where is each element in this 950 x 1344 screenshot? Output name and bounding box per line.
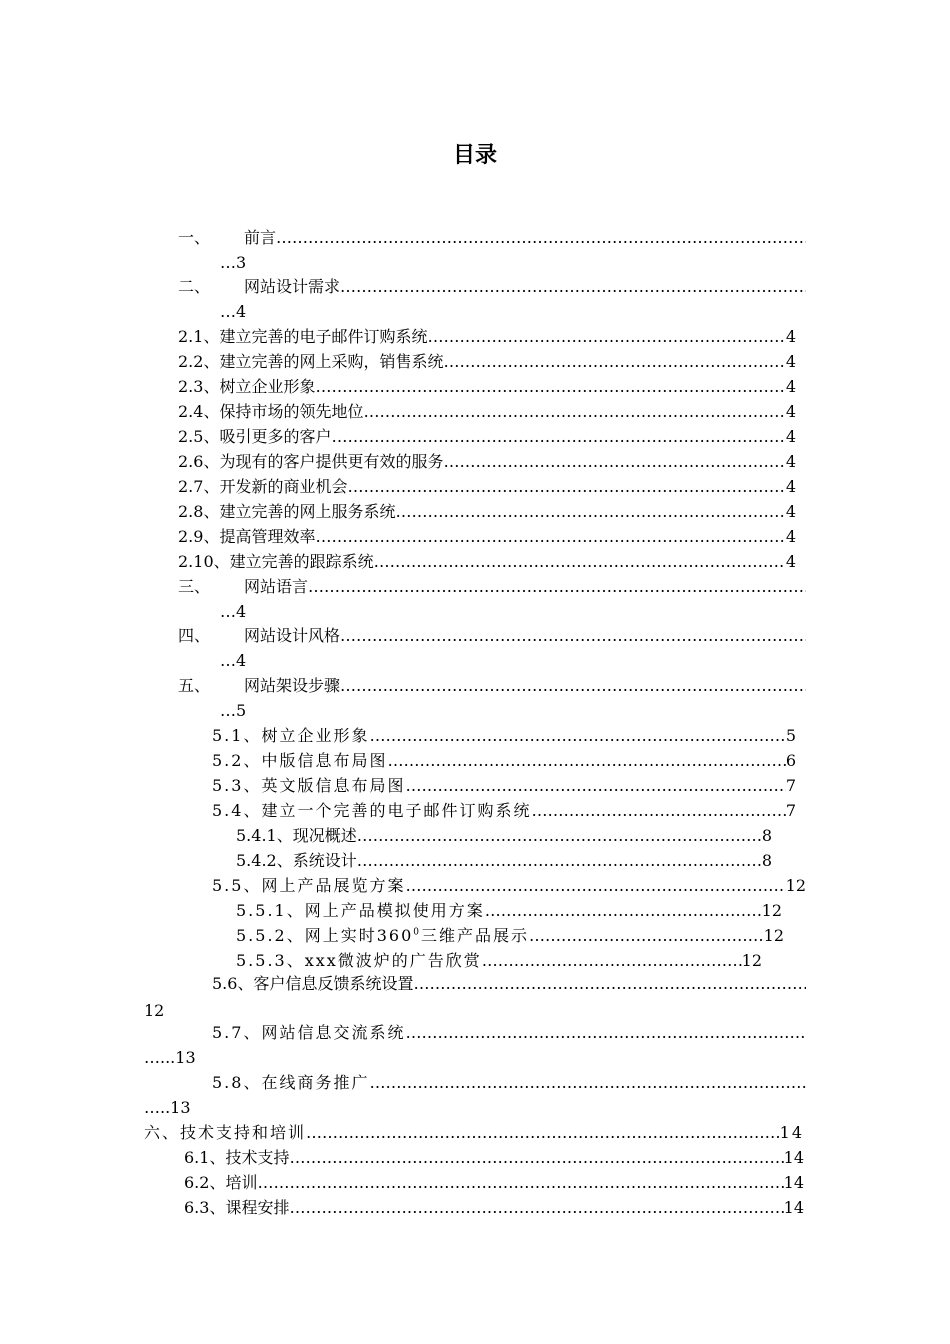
toc-entry[interactable]: [178, 675, 806, 697]
toc-entry[interactable]: [212, 750, 796, 772]
toc-label: 5.5.1、网上产品模拟使用方案: [236, 901, 485, 920]
toc-entry[interactable]: [178, 326, 796, 348]
toc-entry[interactable]: [178, 451, 796, 473]
dot-leader: [315, 376, 785, 398]
toc-label: 2.8、建立完善的网上服务系统: [178, 502, 396, 521]
toc-entry[interactable]: [236, 925, 784, 947]
toc-page-number: 12: [741, 951, 762, 970]
toc-label: 5.1、树立企业形象: [212, 726, 370, 745]
toc-page-number: …3: [220, 253, 247, 272]
toc-label: 5.7、网站信息交流系统: [212, 1023, 406, 1042]
dot-leader: [405, 875, 785, 897]
toc-label: 6.2、培训: [184, 1173, 258, 1192]
toc-entry[interactable]: [212, 1022, 806, 1044]
dot-leader: [427, 326, 785, 348]
toc-entry[interactable]: [212, 973, 806, 995]
dot-leader: [529, 925, 764, 947]
toc-entry[interactable]: [184, 1147, 804, 1169]
toc-entry[interactable]: [236, 825, 772, 847]
toc-label: 网站语言: [244, 577, 309, 596]
toc-entry[interactable]: [144, 1122, 804, 1144]
dot-leader: [443, 451, 785, 473]
toc-page-number: 4: [785, 427, 796, 446]
toc-page-number: 8: [761, 851, 772, 870]
toc-page-number: 8: [761, 826, 772, 845]
dot-leader: [363, 401, 785, 423]
toc-label: 5.4.1、现况概述: [236, 826, 357, 845]
dot-leader: [331, 426, 785, 448]
toc-label: 5.2、中版信息布局图: [212, 751, 388, 770]
toc-entry[interactable]: [178, 276, 806, 298]
toc-label: 2.9、提高管理效率: [178, 527, 316, 546]
dot-leader: [443, 351, 785, 373]
toc-page-number: …4: [220, 651, 247, 670]
toc-page-number: 12: [785, 876, 806, 895]
dot-leader: [289, 1197, 783, 1219]
toc-page-number: 4: [785, 477, 796, 496]
toc-entry[interactable]: [212, 725, 796, 747]
toc-entry[interactable]: [178, 576, 806, 598]
toc-marker: 四、: [178, 626, 211, 645]
toc-page-number: 7: [785, 801, 796, 820]
toc-page-number: 4: [785, 327, 796, 346]
toc-entry[interactable]: [178, 227, 806, 249]
dot-leader: [405, 775, 785, 797]
superscript: 0: [413, 927, 421, 938]
toc-marker: 一、: [178, 228, 211, 247]
toc-title: 目录: [452, 143, 497, 168]
toc-page-number: 14: [783, 1198, 804, 1217]
toc-marker: 五、: [178, 676, 211, 695]
dot-leader: [276, 227, 806, 249]
toc-label: 网站架设步骤: [244, 676, 341, 695]
dot-leader: [374, 551, 786, 573]
toc-entry[interactable]: [178, 501, 796, 523]
toc-entry[interactable]: [212, 1072, 806, 1094]
dot-leader: [531, 800, 785, 822]
dot-leader: [369, 725, 785, 747]
dot-leader: [482, 950, 742, 972]
dot-leader: [315, 526, 785, 548]
dot-leader: [395, 501, 785, 523]
toc-page-number: 12: [763, 926, 784, 945]
toc-entry[interactable]: [184, 1197, 804, 1219]
dot-leader: [308, 576, 806, 598]
toc-page-number: …5: [220, 701, 247, 720]
toc-label-tail: 三维产品展示: [421, 926, 530, 945]
toc-label: 5.6、客户信息反馈系统设置: [212, 974, 414, 993]
toc-label: 5.3、英文版信息布局图: [212, 776, 406, 795]
toc-page-number: 14: [783, 1148, 804, 1167]
dot-leader: [485, 900, 762, 922]
toc-page-number: 6: [785, 751, 796, 770]
dot-leader: [340, 625, 806, 647]
toc-entry[interactable]: [236, 950, 762, 972]
dot-leader: [340, 276, 806, 298]
toc-page-number: 5: [785, 726, 796, 745]
toc-entry[interactable]: [178, 351, 796, 373]
toc-label: 网站设计风格: [244, 626, 341, 645]
toc-label: 2.2、建立完善的网上采购，销售系统: [178, 352, 444, 371]
dot-leader: [357, 850, 762, 872]
toc-page-number: 14: [783, 1173, 804, 1192]
toc-label: 2.1、建立完善的电子邮件订购系统: [178, 327, 428, 346]
toc-label: 2.7、开发新的商业机会: [178, 477, 348, 496]
toc-label: 2.6、为现有的客户提供更有效的服务: [178, 452, 444, 471]
toc-entry[interactable]: [184, 1172, 804, 1194]
toc-entry[interactable]: [178, 376, 796, 398]
toc-page-number: 7: [785, 776, 796, 795]
toc-page-number: 12: [761, 901, 782, 920]
toc-label: 5.5.2、网上实时360: [236, 926, 414, 945]
toc-page-number: 4: [785, 352, 796, 371]
toc-label: 5.5、网上产品展览方案: [212, 876, 406, 895]
dot-leader: [405, 1022, 806, 1044]
toc-label: 5.5.3、xxx微波炉的广告欣赏: [236, 951, 482, 970]
toc-page-number: 4: [785, 527, 796, 546]
dot-leader: [369, 1072, 806, 1094]
toc-marker: 三、: [178, 577, 211, 596]
toc-label: 2.4、保持市场的领先地位: [178, 402, 364, 421]
dot-leader: [357, 825, 762, 847]
dot-leader: [413, 973, 806, 995]
toc-page-number: 4: [785, 377, 796, 396]
toc-label: 5.4.2、系统设计: [236, 851, 357, 870]
toc-entry[interactable]: [178, 625, 806, 647]
toc-page-number: 14: [779, 1123, 804, 1142]
toc-label: 2.10、建立完善的跟踪系统: [178, 552, 374, 571]
toc-entry[interactable]: [178, 426, 796, 448]
toc-marker: 二、: [178, 277, 211, 296]
toc-label: 5.8、在线商务推广: [212, 1073, 370, 1092]
dot-leader: [257, 1172, 783, 1194]
toc-label: 2.3、树立企业形象: [178, 377, 316, 396]
toc-entry[interactable]: [236, 850, 772, 872]
toc-page-number: …...13: [144, 1048, 196, 1067]
toc-entry[interactable]: [178, 551, 796, 573]
toc-label: 5.4、建立一个完善的电子邮件订购系统: [212, 801, 532, 820]
toc-entry[interactable]: [212, 800, 796, 822]
dot-leader: [347, 476, 785, 498]
dot-leader: [387, 750, 785, 772]
toc-page-number: 4: [785, 452, 796, 471]
toc-label: 前言: [244, 228, 277, 247]
toc-page-number: …..13: [144, 1098, 191, 1117]
toc-label: 网站设计需求: [244, 277, 341, 296]
toc-page-number: …4: [220, 302, 247, 321]
toc-page-number: …4: [220, 602, 247, 621]
dot-leader: [289, 1147, 783, 1169]
toc-page-number: 4: [785, 502, 796, 521]
toc-label: 2.5、吸引更多的客户: [178, 427, 332, 446]
toc-page-number: 4: [785, 552, 796, 571]
toc-page-number: 4: [785, 402, 796, 421]
toc-entry[interactable]: [212, 775, 796, 797]
toc-label: 六、技术支持和培训: [144, 1123, 307, 1142]
toc-entry[interactable]: [178, 476, 796, 498]
toc-label: 6.1、技术支持: [184, 1148, 290, 1167]
toc-entry[interactable]: [178, 401, 796, 423]
toc-entry[interactable]: [236, 900, 782, 922]
dot-leader: [340, 675, 806, 697]
toc-entry[interactable]: [178, 526, 796, 548]
toc-entry[interactable]: [212, 875, 806, 897]
dot-leader: [306, 1122, 780, 1144]
toc-label: 6.3、课程安排: [184, 1198, 290, 1217]
toc-page-number: 12: [144, 1001, 165, 1020]
